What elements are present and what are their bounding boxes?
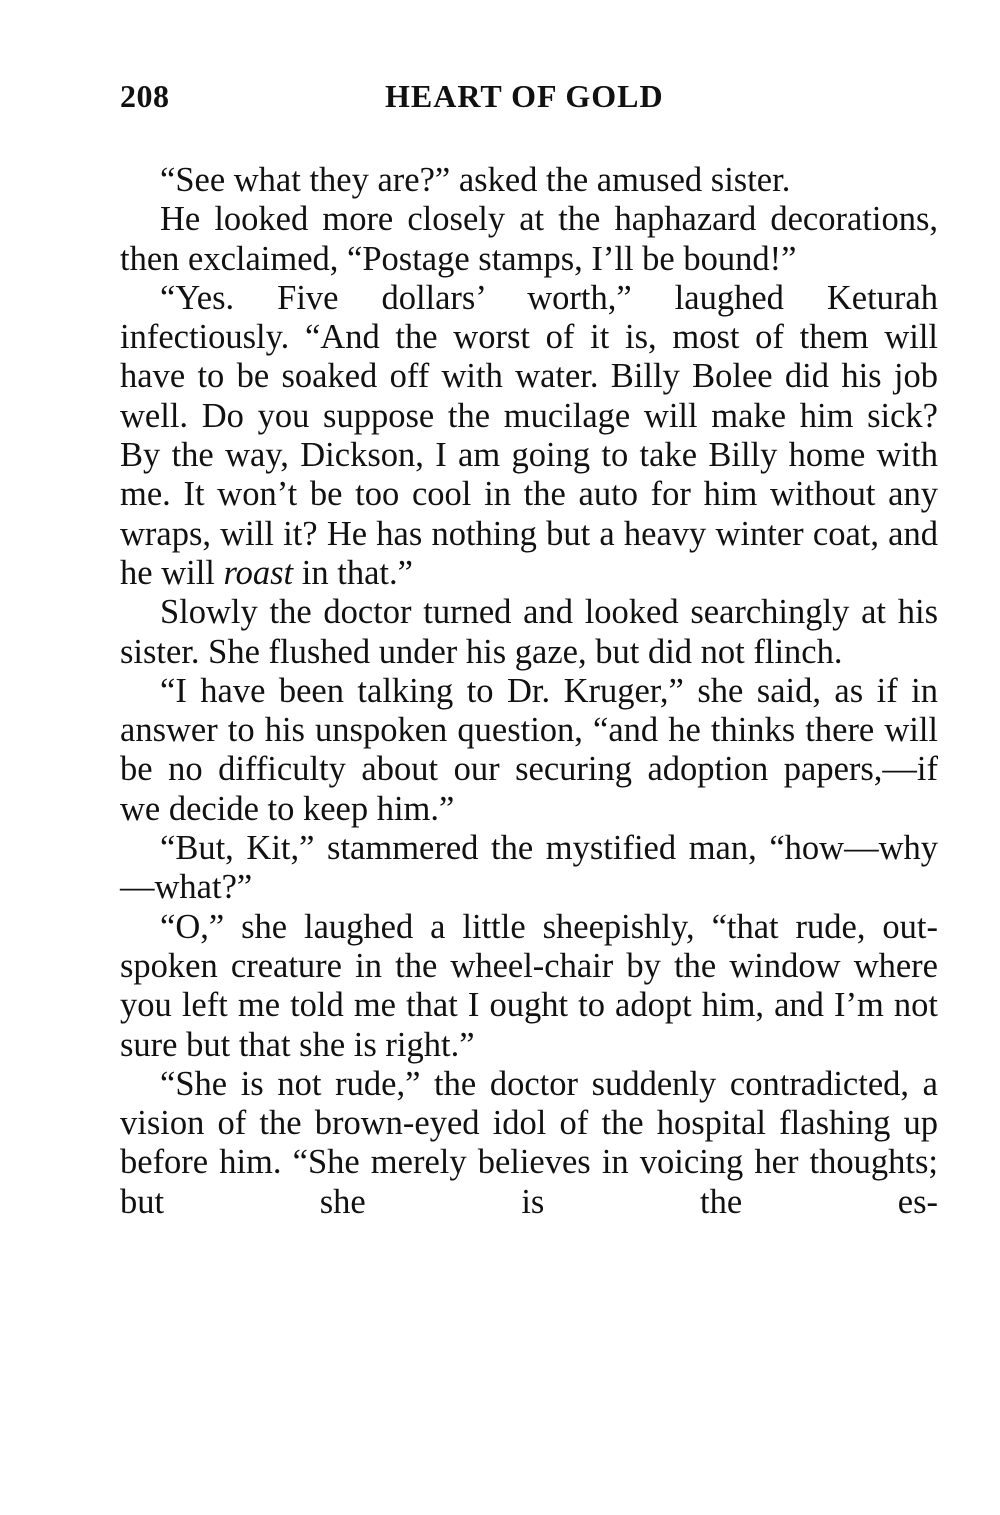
paragraph-5: “I have been talking to Dr. Kruger,” she said, as if in answer to his unspoken question, “and he thinks there will be no difficulty about our securing adoption papers,—if we decide to keep him.”	[120, 671, 938, 828]
page-header	[120, 78, 938, 128]
paragraph-4: Slowly the doctor turned and looked searchingly at his sister. She flushed under his gaze, but did not flinch.	[120, 593, 938, 671]
paragraph-6: “But, Kit,” stammered the mystified man, “how—why—what?”	[120, 829, 938, 907]
paragraph-8: “She is not rude,” the doctor suddenly contradicted, a vision of the brown-eyed idol of the hospital flashing up before him. “She merely believes in voicing her thoughts; but she is the es-	[120, 1064, 938, 1221]
paragraph-3-end: in that.”	[301, 553, 413, 592]
paragraph-1: “See what they are?” asked the amused sister.	[160, 161, 791, 199]
paragraph-3-text: “Yes. Five dollars’ worth,” laughed Keturah infectiously. “And the worst of it is, most of them will have to be soaked off with water. Billy Bolee did his job well. Do you suppose the mucilage will make him sick? By the way, Dickson, I am going to take Billy home with me. It won’t be too cool in the auto for him without any wraps, will it? He has nothing but a heavy winter coat, and he will	[120, 278, 938, 592]
paragraph-7: “O,” she laughed a little sheepishly, “that rude, out-spoken creature in the wheel-chair by the window where you left me told me that I ought to adopt him, and I’m not sure but that she is right.”	[120, 907, 938, 1064]
paragraph-3	[120, 279, 938, 593]
paragraph-2: He looked more closely at the haphazard decorations, then exclaimed, “Postage stamps, I’ll be bound!”	[120, 200, 938, 278]
body-text	[120, 161, 938, 1222]
italic-word-roast: roast	[223, 553, 294, 592]
running-head: HEART OF GOLD	[385, 78, 664, 114]
page-number: 208	[120, 78, 170, 114]
